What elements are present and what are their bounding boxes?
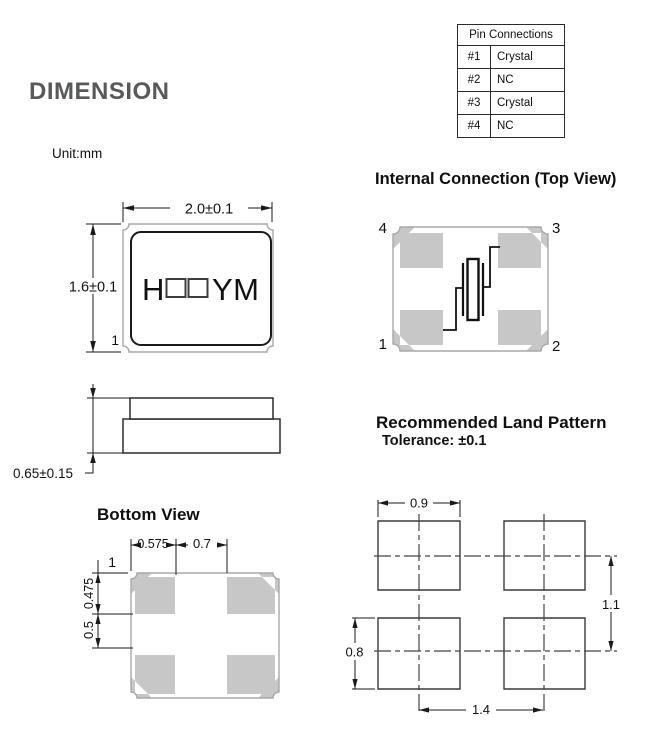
page-title: DIMENSION <box>29 78 170 105</box>
lid-body <box>130 398 273 419</box>
bottom-view-drawing <box>81 536 285 704</box>
pin-connection: NC <box>491 69 565 92</box>
pad-gap-dimension-label: 0.7 <box>192 536 212 551</box>
land-pattern-drawing <box>342 496 624 718</box>
pin1-marker: 1 <box>111 332 119 348</box>
corner-pads <box>131 573 279 698</box>
pad-number-bottom-right: 2 <box>552 338 561 355</box>
pad-number-top-right: 3 <box>552 220 561 237</box>
bottom-view-title: Bottom View <box>97 505 200 524</box>
base-body <box>123 419 280 453</box>
land-pattern-title: Recommended Land Pattern <box>376 413 607 432</box>
pad-height-dimension-label: 0.475 <box>82 577 96 610</box>
land-pads <box>378 521 585 689</box>
internal-connection-title: Internal Connection (Top View) <box>375 170 617 188</box>
pin-number: #3 <box>458 92 491 115</box>
extension-lines <box>352 500 460 689</box>
pad-height-dimension-label: 0.8 <box>345 644 364 660</box>
width-dimension-label: 2.0±0.1 <box>184 201 234 218</box>
pin-number: #1 <box>458 46 491 69</box>
dimension-lines <box>355 503 611 710</box>
vertical-pitch-dimension-label: 1.1 <box>601 597 621 612</box>
pin-connection: Crystal <box>491 46 565 69</box>
pad-vgap-dimension-label: 0.5 <box>81 620 96 640</box>
horizontal-pitch-dimension-label: 1.4 <box>471 702 491 717</box>
crystal-symbol <box>468 259 479 320</box>
dimension-arrows <box>352 500 613 712</box>
label-leader-line <box>85 464 93 473</box>
pin-connection: Crystal <box>491 92 565 115</box>
center-lines <box>374 514 617 714</box>
pad-width-dimension-label: 0.575 <box>137 537 169 551</box>
marking-prefix: H <box>142 272 165 307</box>
pin1-marker: 1 <box>108 554 116 570</box>
top-view-drawing <box>67 200 273 352</box>
height-dimension-label: 1.6±0.1 <box>68 279 118 296</box>
pin-number: #4 <box>458 115 491 138</box>
marking-suffix: YM <box>212 272 260 307</box>
pad-width-dimension-label: 0.9 <box>409 495 429 511</box>
pad-number-top-left: 4 <box>378 220 387 237</box>
side-view-drawing <box>13 384 280 481</box>
thickness-dimension-label: 0.65±0.15 <box>13 466 73 481</box>
land-pattern-tolerance: Tolerance: ±0.1 <box>382 433 487 449</box>
pin-connection: NC <box>491 115 565 138</box>
unit-label: Unit:mm <box>52 146 103 161</box>
pad-number-bottom-left: 1 <box>378 336 387 353</box>
pin-number: #2 <box>458 69 491 92</box>
pin-table-header: Pin Connections <box>458 25 565 46</box>
internal-connection-drawing <box>379 220 561 358</box>
